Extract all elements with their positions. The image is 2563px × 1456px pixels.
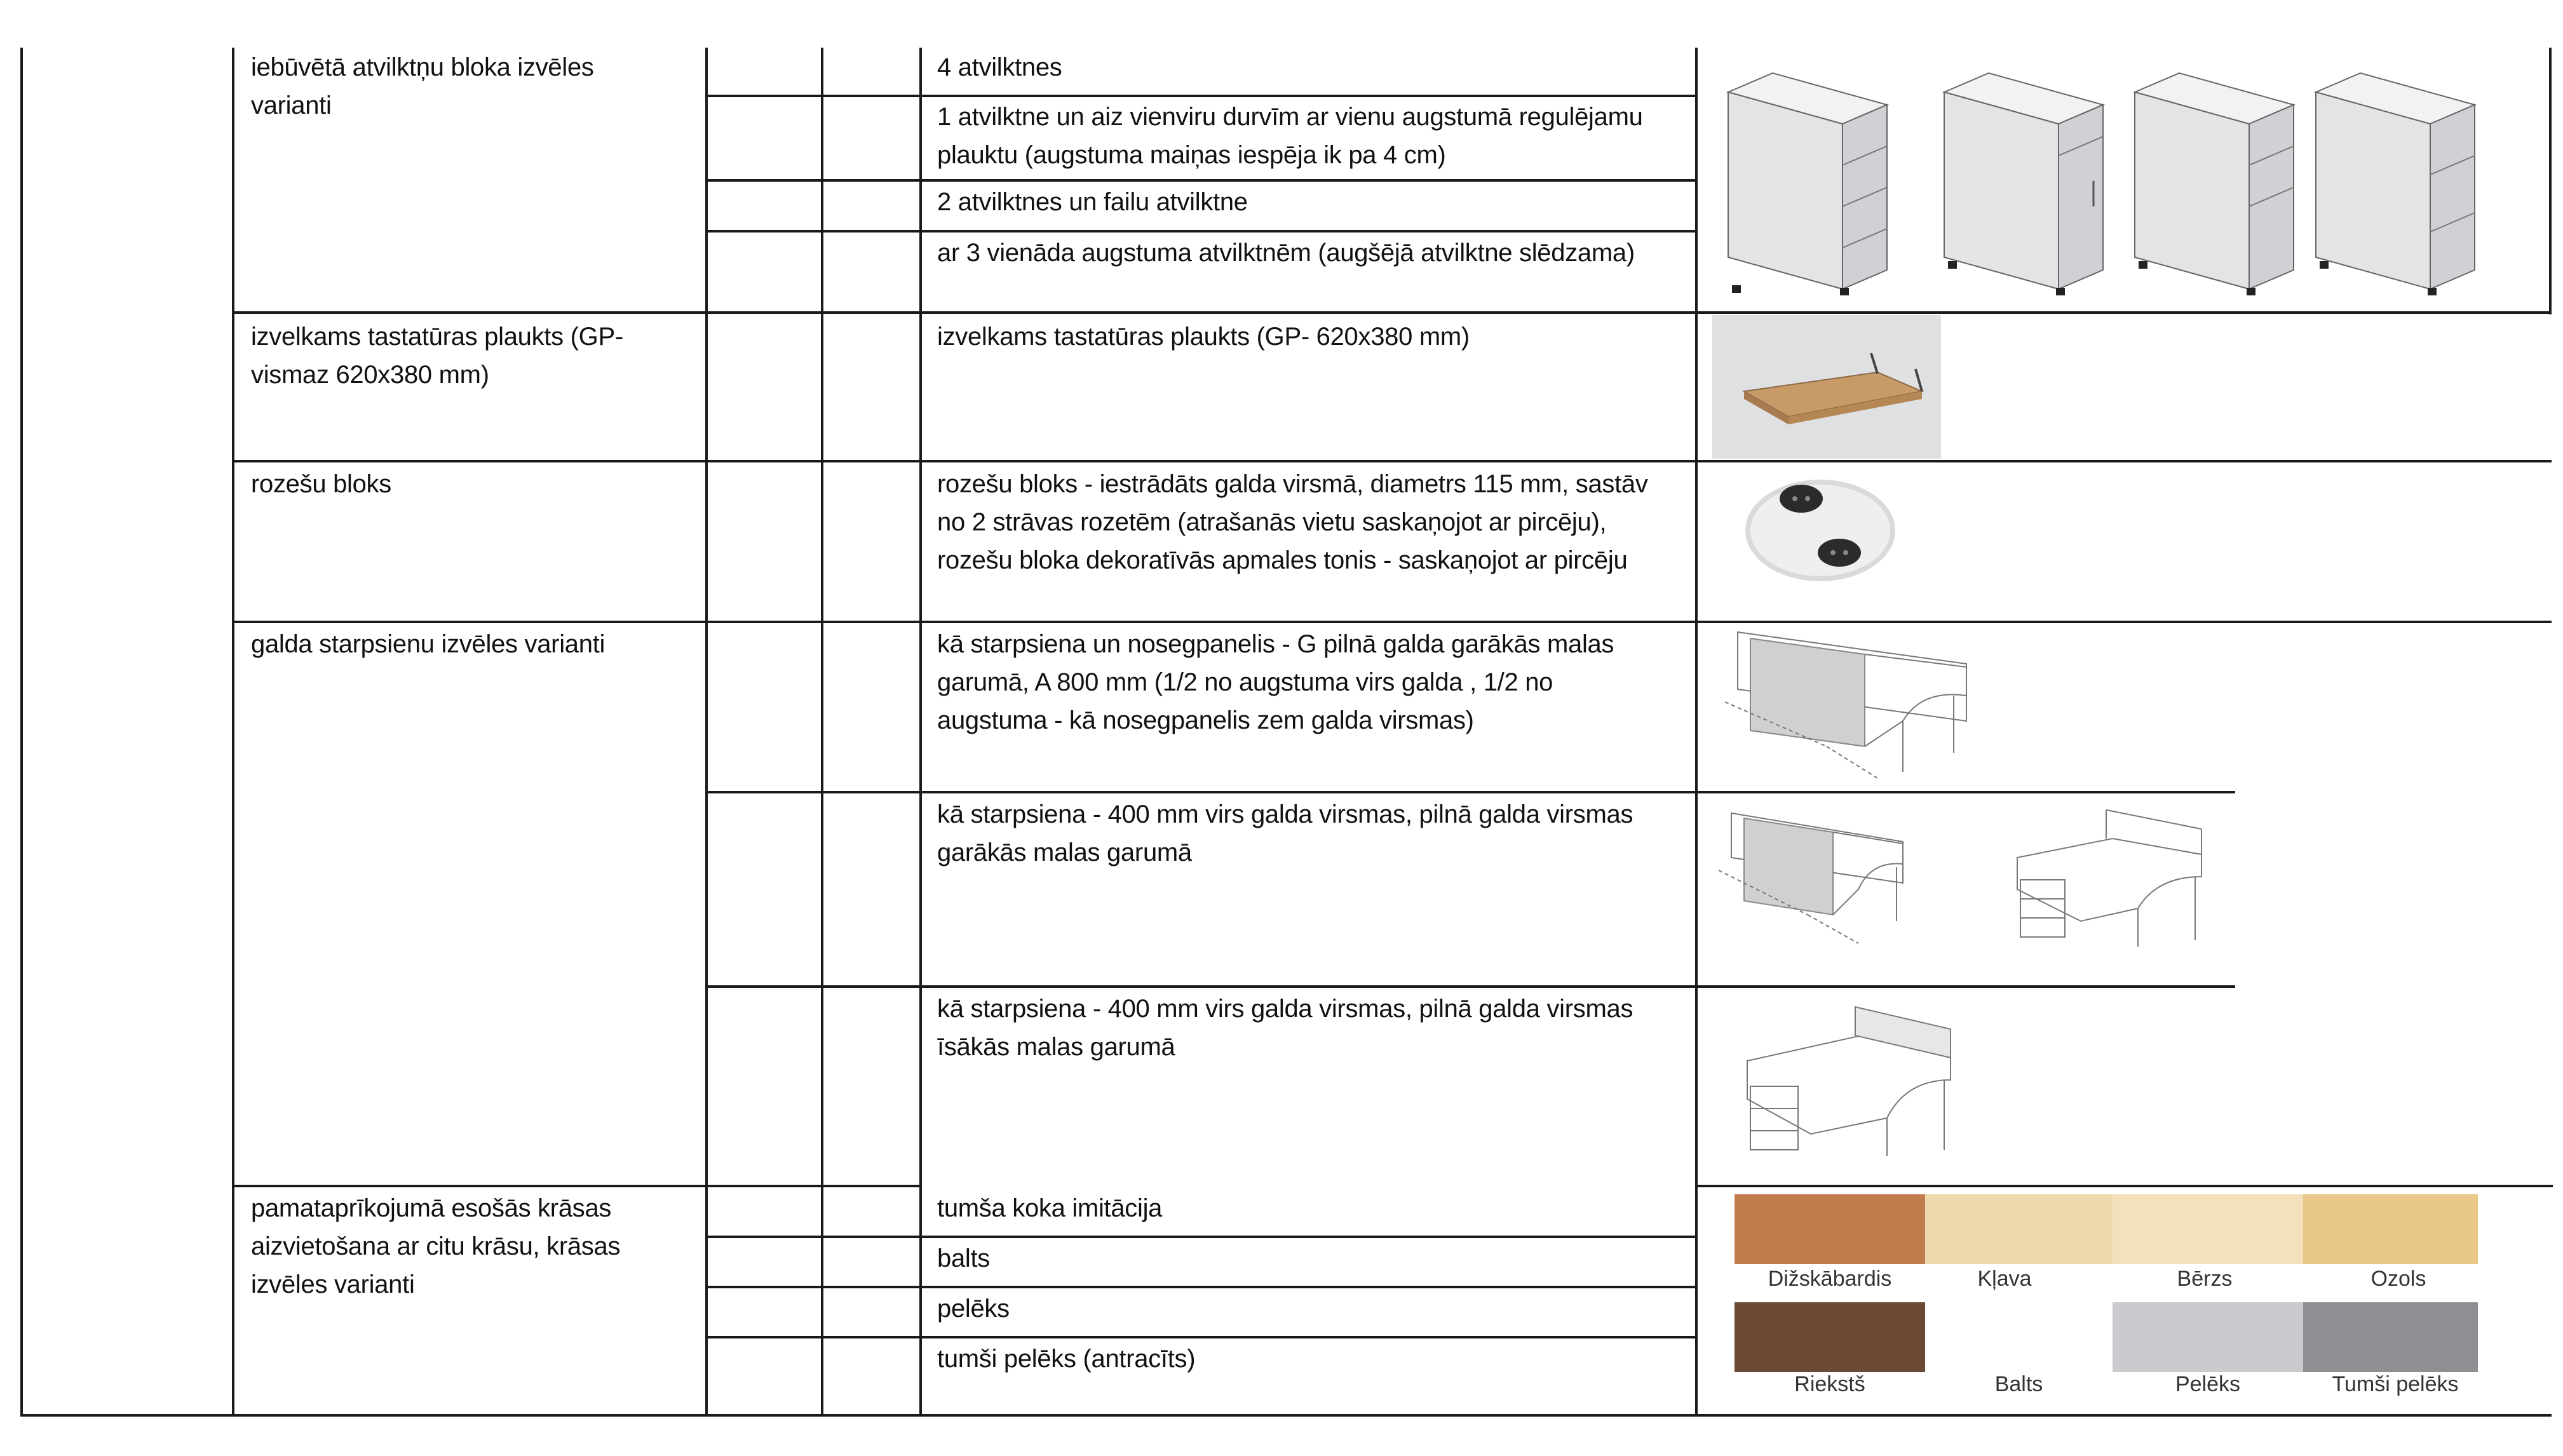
option-separator: [705, 230, 1698, 233]
feature-drawer-block: iebūvētā atvilktņu bloka izvēles varianti: [251, 53, 594, 119]
option-white: balts: [937, 1244, 990, 1272]
option-separator: [705, 1336, 1698, 1338]
option-keyboard-shelf: izvelkams tastatūras plaukts (GP- 620x380 mm): [937, 323, 1470, 351]
option-partition-full: kā starpsiena un nosegpanelis - G pilnā galda garākās malas garumā, A 800 mm (1/2 no augstuma virs galda , 1/2 no augstuma - kā nosegpanelis zem galda virsmas): [937, 630, 1614, 734]
table-border-left: [20, 48, 23, 1417]
socket-block-image: [1741, 470, 1900, 584]
option-4-drawers: 4 atvilktnes: [937, 53, 1062, 81]
option-separator: [705, 179, 1698, 182]
column-divider: [821, 48, 823, 1417]
swatch-label-oak: Ozols: [2370, 1267, 2426, 1291]
option-dark-wood: tumša koka imitācija: [937, 1194, 1163, 1222]
option-3-drawers: ar 3 vienāda augstuma atvilktnēm (augšējā atvilktne slēdzama): [937, 239, 1635, 267]
column-divider: [705, 48, 708, 1417]
swatch-oak: [2303, 1194, 2478, 1264]
swatch-white: [1925, 1302, 2113, 1372]
option-grey: pelēks: [937, 1295, 1010, 1323]
column-divider: [232, 48, 234, 1417]
feature-partition: galda starpsienu izvēles varianti: [251, 630, 605, 658]
option-separator: [1695, 791, 2235, 793]
option-partition-long: kā starpsiena - 400 mm virs galda virsmas, pilnā galda virsmas garākās malas garumā: [937, 800, 1633, 866]
partition-short-drawing: [1741, 997, 1957, 1163]
option-socket-block: rozešu bloks - iestrādāts galda virsmā, diametrs 115 mm, sastāv no 2 strāvas rozetēm (atrašanās vietu saskaņojot ar pircēju), rozešu bloka dekoratīvās apmales tonis - saskaņojot ar pircēju: [937, 470, 1648, 574]
option-separator: [705, 985, 1698, 988]
row-separator: [232, 1185, 922, 1187]
swatch-label-white: Balts: [1994, 1372, 2043, 1396]
swatch-birch: [2113, 1194, 2303, 1264]
row-separator: [232, 311, 2552, 314]
swatch-label-grey: Pelēks: [2175, 1372, 2241, 1396]
feature-color-replace: pamataprīkojumā esošās krāsas aizvietošana ar citu krāsu, krāsas izvēles varianti: [251, 1194, 621, 1298]
partition-long-drawing: [1712, 807, 1916, 950]
option-separator: [705, 1286, 1698, 1288]
option-file-drawer: 2 atvilktnes un failu atvilktne: [937, 188, 1248, 216]
swatch-dark-grey: [2303, 1302, 2478, 1372]
feature-keyboard-shelf: izvelkams tastatūras plaukts (GP- vismaz 620x380 mm): [251, 323, 623, 389]
option-separator: [1695, 985, 2235, 988]
swatch-maple: [1925, 1194, 2113, 1264]
swatch-label-walnut: Riekstš: [1794, 1372, 1865, 1396]
pedestal-4-drawers-image: [1715, 54, 1900, 295]
option-separator: [705, 791, 1698, 793]
row-separator: [232, 621, 2552, 623]
swatch-beech: [1735, 1194, 1925, 1264]
swatch-label-maple: Kļava: [1977, 1267, 2032, 1291]
option-partition-short: kā starpsiena - 400 mm virs galda virsmas, pilnā galda virsmas īsākās malas garumā: [937, 995, 1633, 1061]
pedestal-file-drawer-image: [2122, 54, 2306, 295]
feature-socket-block: rozešu bloks: [251, 470, 391, 498]
column-divider: [919, 48, 922, 1417]
partition-long-alt-drawing: [2011, 807, 2214, 950]
keyboard-shelf-image: [1712, 315, 1941, 459]
row-separator: [1695, 1185, 2553, 1187]
swatch-label-birch: Bērzs: [2177, 1267, 2233, 1291]
pedestal-3-drawers-image: [2303, 54, 2487, 295]
pedestal-drawer-door-image: [1931, 54, 2116, 295]
option-separator: [705, 1236, 1698, 1238]
swatch-walnut: [1735, 1302, 1925, 1372]
swatch-label-beech: Dižskābardis: [1768, 1267, 1892, 1291]
option-drawer-door: 1 atvilktne un aiz vienviru durvīm ar vienu augstumā regulējamu plauktu (augstuma maiņas iespēja ik pa 4 cm): [937, 103, 1643, 169]
partition-full-drawing: [1712, 626, 1979, 788]
option-anthracite: tumši pelēks (antracīts): [937, 1345, 1196, 1373]
swatch-label-dark-grey: Tumši pelēks: [2332, 1372, 2459, 1396]
swatch-grey: [2113, 1302, 2303, 1372]
row-separator: [232, 460, 2552, 462]
table-border-right: [2549, 48, 2552, 314]
column-divider: [1695, 48, 1698, 1417]
table-border-bottom: [20, 1414, 2552, 1417]
option-separator: [705, 95, 1698, 97]
